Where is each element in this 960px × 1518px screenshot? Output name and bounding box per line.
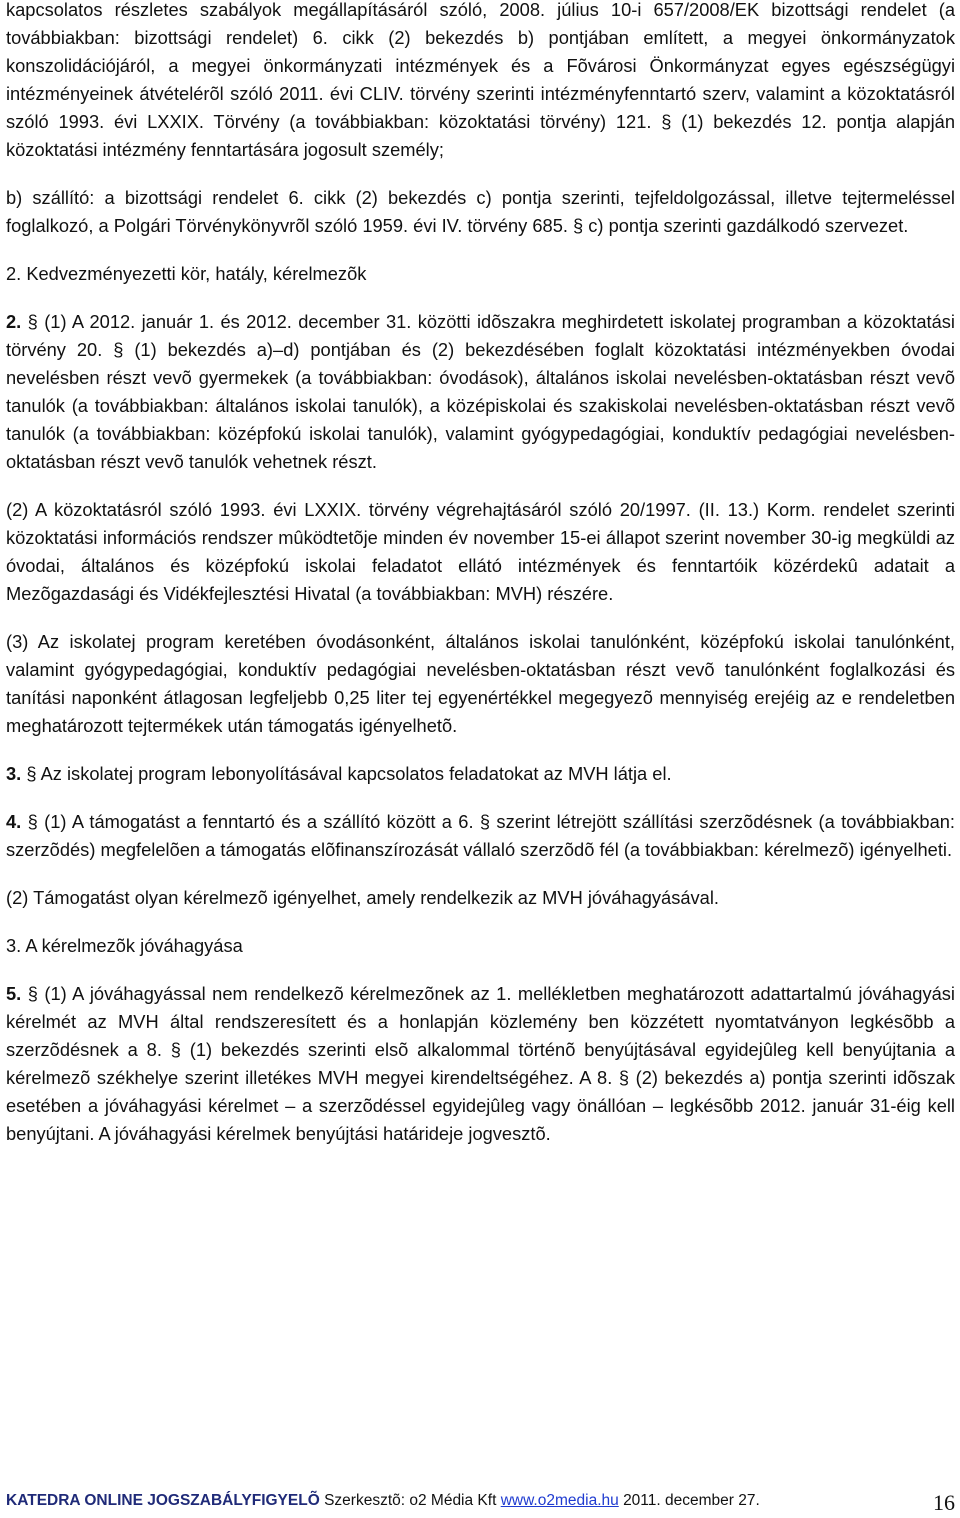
paragraph-section-4 xyxy=(6,808,955,864)
paragraph-section-4-2: (2) Támogatást olyan kérelmezõ igényelhet, amely rendelkezik az MVH jóváhagyásával. xyxy=(6,887,719,908)
page-number: 16 xyxy=(933,1490,955,1515)
paragraph-text: § (1) A 2012. január 1. és 2012. december 31. közötti idõszakra meghirdetett iskolatej programban a közoktatási törvény 20. § (1) bekezdés a)–d) pontjában és (2) bekezdésében foglalt közoktatási intézményekben óvodai nevelésben részt vevõ gyermekek (a továbbiakban: óvodások), általános iskolai nevelésben-oktatásban részt vevõ tanulók (a továbbiakban: általános iskolai tanulók), a középiskolai és szakiskolai nevelésben-oktatásban részt vevõ tanulók (a továbbiakban: középfokú iskolai tanulók), valamint gyógypedagógiai, konduktív pedagógiai nevelésben-oktatásban részt vevõ tanulók vehetnek részt. xyxy=(6,311,955,472)
section-number: 3. xyxy=(6,763,22,784)
paragraph-section-2 xyxy=(6,308,955,476)
footer-date: 2011. december 27. xyxy=(623,1492,760,1509)
paragraph-text: § Az iskolatej program lebonyolításával kapcsolatos feladatokat az MVH látja el. xyxy=(26,763,672,784)
paragraph-section-2-3: (3) Az iskolatej program keretében óvodásonként, általános iskolai tanulónként, középfokú iskolai tanulónként, valamint gyógypedagógiai, konduktív pedagógiai nevelésben-oktatásban részt vevõ tanulónként foglalkozási és tanítási naponként átlagosan legfeljebb 0,25 liter tej egyenértékkel megegyezõ mennyiség erejéig az e rendeletben meghatározott tejtermékek után támogatás igényelhetõ. xyxy=(6,631,955,736)
paragraph-section-3 xyxy=(6,760,955,788)
section-heading-3: 3. A kérelmezõk jóváhagyása xyxy=(6,935,243,956)
footer-editor: Szerkesztõ: o2 Média Kft xyxy=(324,1492,497,1509)
paragraph-text: § (1) A támogatást a fenntartó és a szállító között a 6. § szerint létrejött szállítási szerzõdésnek (a továbbiakban: szerzõdés) megfelelõen a támogatás elõfinanszírozását vállaló szerzõdõ fél (a továbbiakban: kérelmezõ) igényelheti. xyxy=(6,811,955,860)
section-heading-2: 2. Kedvezményezetti kör, hatály, kérelmezõk xyxy=(6,263,367,284)
section-number: 2. xyxy=(6,311,22,332)
paragraph-b-szallito: b) szállító: a bizottsági rendelet 6. cikk (2) bekezdés c) pontja szerinti, tejfeldolgozással, illetve tejtermeléssel foglalkozó, a Polgári Törvénykönyvrõl szóló 1959. évi IV. törvény 685. § c) pontja szerinti gazdálkodó szervezet. xyxy=(6,187,955,236)
page-footer xyxy=(6,1486,955,1516)
paragraph-text: § (1) A jóváhagyással nem rendelkezõ kérelmezõnek az 1. mellékletben meghatározott adattartalmú jóváhagyási kérelmét az MVH által rendszeresített és a honlapján közlemény ben közzétett nyomtatványon legkésõbb a szerzõdésnek a 8. § (1) bekezdés szerinti elsõ alkalommal történõ benyújtásával egyidejûleg kell benyújtania a kérelmezõ székhelye szerint illetékes MVH megyei kirendeltségéhez. A 8. § (2) bekezdés a) pontja szerinti idõszak esetében a jóváhagyási kérelmet – a szerzõdéssel egyidejûleg vagy önállóan – legkésõbb 2012. január 31-éig kell benyújtani. A jóváhagyási kérelmek benyújtási határideje jogvesztõ. xyxy=(6,983,955,1144)
paragraph-section-2-2: (2) A közoktatásról szóló 1993. évi LXXIX. törvény végrehajtásáról szóló 20/1997. (II. 13.) Korm. rendelet szerinti közoktatási információs rendszer mûködtetõje minden év november 15-ei állapot szerint november 30-ig megküldi az óvodai, általános és középfokú iskolai feladatot ellátó intézmények és fenntartóik közérdekû adatait a Mezõgazdasági és Vidékfejlesztési Hivatal (a továbbiakban: MVH) részére. xyxy=(6,499,955,604)
section-number: 4. xyxy=(6,811,22,832)
paragraph-intro: kapcsolatos részletes szabályok megállapításáról szóló, 2008. július 10-i 657/2008/EK bizottsági rendelet (a továbbiakban: bizottsági rendelet) 6. cikk (2) bekezdés b) pontjában említett, a megyei önkormányzatok konszolidációjáról, a megyei önkormányzati intézmények és a Fõvárosi Önkormányzat egyes egészségügyi intézményeinek átvételérõl szóló 2011. évi CLIV. törvény szerinti intézményfenntartó szerv, valamint a közoktatásról szóló 1993. évi LXXIX. Törvény (a továbbiakban: közoktatási törvény) 121. § (1) bekezdés 12. pontja alapján közoktatási intézmény fenntartására jogosult személy; xyxy=(6,0,955,160)
footer-brand: KATEDRA ONLINE JOGSZABÁLYFIGYELÕ xyxy=(6,1492,320,1509)
paragraph-section-5 xyxy=(6,980,955,1148)
section-number: 5. xyxy=(6,983,22,1004)
footer-website-link[interactable]: www.o2media.hu xyxy=(500,1492,619,1509)
document-body xyxy=(6,0,955,1148)
